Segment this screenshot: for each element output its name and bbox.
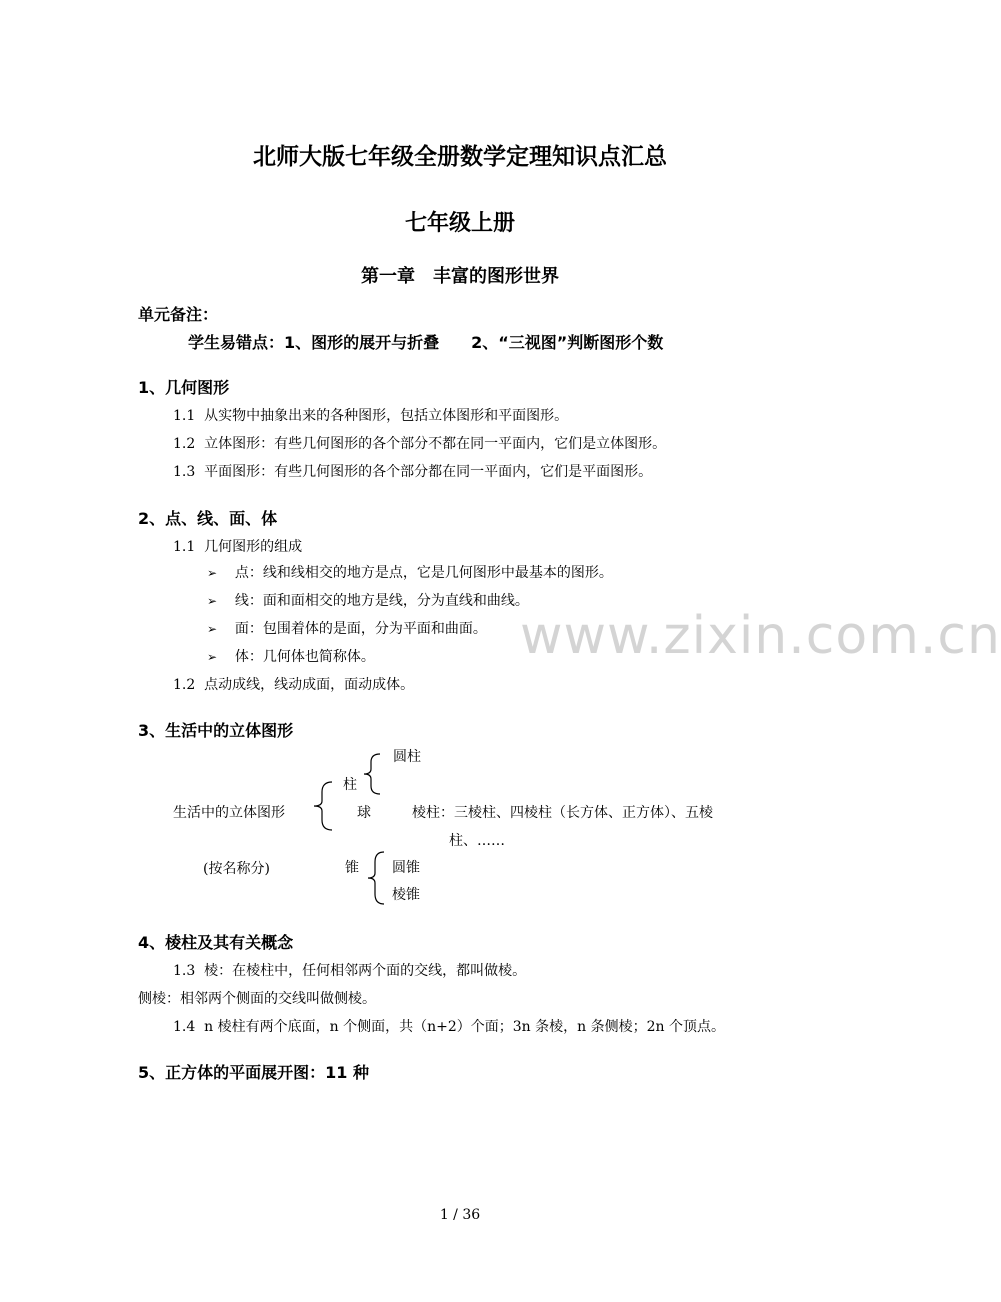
section-1-heading: 1、几何图形 xyxy=(138,378,230,397)
classification-basis: (按名称分) xyxy=(203,861,270,877)
page-number: 1 / 36 xyxy=(439,1207,481,1223)
arrow-bullet-icon: ➢ xyxy=(207,622,218,636)
item-lengzhu-continued: 柱、…… xyxy=(449,833,505,849)
section-5-heading: 5、正方体的平面展开图：11 种 xyxy=(138,1063,369,1082)
section-2-item xyxy=(173,674,414,694)
bullet-text: 点：线和线相交的地方是点，它是几何图形中最基本的图形。 xyxy=(234,565,613,581)
item-yuanzhu: 圆柱 xyxy=(393,749,421,765)
item-number: 1.1 xyxy=(173,408,196,424)
section-2-item xyxy=(173,536,302,556)
item-number: 1.3 xyxy=(173,464,196,480)
section-4-heading: 4、棱柱及其有关概念 xyxy=(138,933,294,952)
bullet-item xyxy=(207,590,529,610)
item-text: 棱：在棱柱中，任何相邻两个面的交线，都叫做棱。 xyxy=(204,963,527,979)
watermark: www.zixin.com.cn xyxy=(520,606,1001,666)
document-title: 北师大版七年级全册数学定理知识点汇总 xyxy=(253,144,667,170)
category-qiu: 球 xyxy=(357,805,371,821)
section-4-item xyxy=(173,1016,725,1036)
zhu-brace-icon xyxy=(362,752,384,796)
category-zhui: 锥 xyxy=(345,860,359,876)
side-edge-definition: 侧棱：相邻两个侧面的交线叫做侧棱。 xyxy=(138,991,376,1007)
item-number: 1.3 xyxy=(173,963,196,979)
section-3-heading: 3、生活中的立体图形 xyxy=(138,721,294,740)
root-brace-icon xyxy=(312,780,336,832)
document-subtitle: 七年级上册 xyxy=(404,211,515,236)
unit-note-errors: 学生易错点：1、图形的展开与折叠 2、“三视图”判断图形个数 xyxy=(188,333,664,352)
item-number: 1.2 xyxy=(173,436,196,452)
item-yuanzhui: 圆锥 xyxy=(392,860,420,876)
unit-note-label: 单元备注： xyxy=(138,305,219,324)
bullet-text: 线：面和面相交的地方是线，分为直线和曲线。 xyxy=(234,593,529,609)
item-text: 几何图形的组成 xyxy=(204,539,303,555)
item-number: 1.1 xyxy=(173,539,196,555)
item-text: n 棱柱有两个底面，n 个侧面，共（n+2）个面；3n 条棱，n 条侧棱；2n 个顶点。 xyxy=(204,1019,725,1035)
arrow-bullet-icon: ➢ xyxy=(207,594,218,608)
item-number: 1.4 xyxy=(173,1019,196,1035)
arrow-bullet-icon: ➢ xyxy=(207,566,218,580)
item-number: 1.2 xyxy=(173,677,196,693)
section-1-item xyxy=(173,405,568,425)
section-1-item xyxy=(173,433,666,453)
bullet-item xyxy=(207,646,375,666)
item-text: 从实物中抽象出来的各种图形，包括立体图形和平面图形。 xyxy=(204,408,569,424)
item-text: 立体图形：有些几何图形的各个部分不都在同一平面内，它们是立体图形。 xyxy=(204,436,667,452)
item-lengzhui: 棱锥 xyxy=(392,887,420,903)
bullet-text: 面：包围着体的是面，分为平面和曲面。 xyxy=(234,621,487,637)
item-text: 平面图形：有些几何图形的各个部分都在同一平面内，它们是平面图形。 xyxy=(204,464,653,480)
section-4-item xyxy=(173,960,526,980)
zhui-brace-icon xyxy=(366,850,388,906)
chapter-title: 第一章 丰富的图形世界 xyxy=(361,266,559,287)
item-lengzhu: 棱柱：三棱柱、四棱柱（长方体、正方体）、五棱 xyxy=(412,805,713,821)
item-text: 点动成线，线动成面，面动成体。 xyxy=(204,677,415,693)
classification-root: 生活中的立体图形 xyxy=(173,805,285,821)
bullet-item xyxy=(207,618,487,638)
section-2-heading: 2、点、线、面、体 xyxy=(138,509,278,528)
bullet-item xyxy=(207,562,613,582)
section-1-item xyxy=(173,461,652,481)
bullet-text: 体：几何体也简称体。 xyxy=(234,649,375,665)
arrow-bullet-icon: ➢ xyxy=(207,650,218,664)
category-zhu: 柱 xyxy=(343,777,357,793)
